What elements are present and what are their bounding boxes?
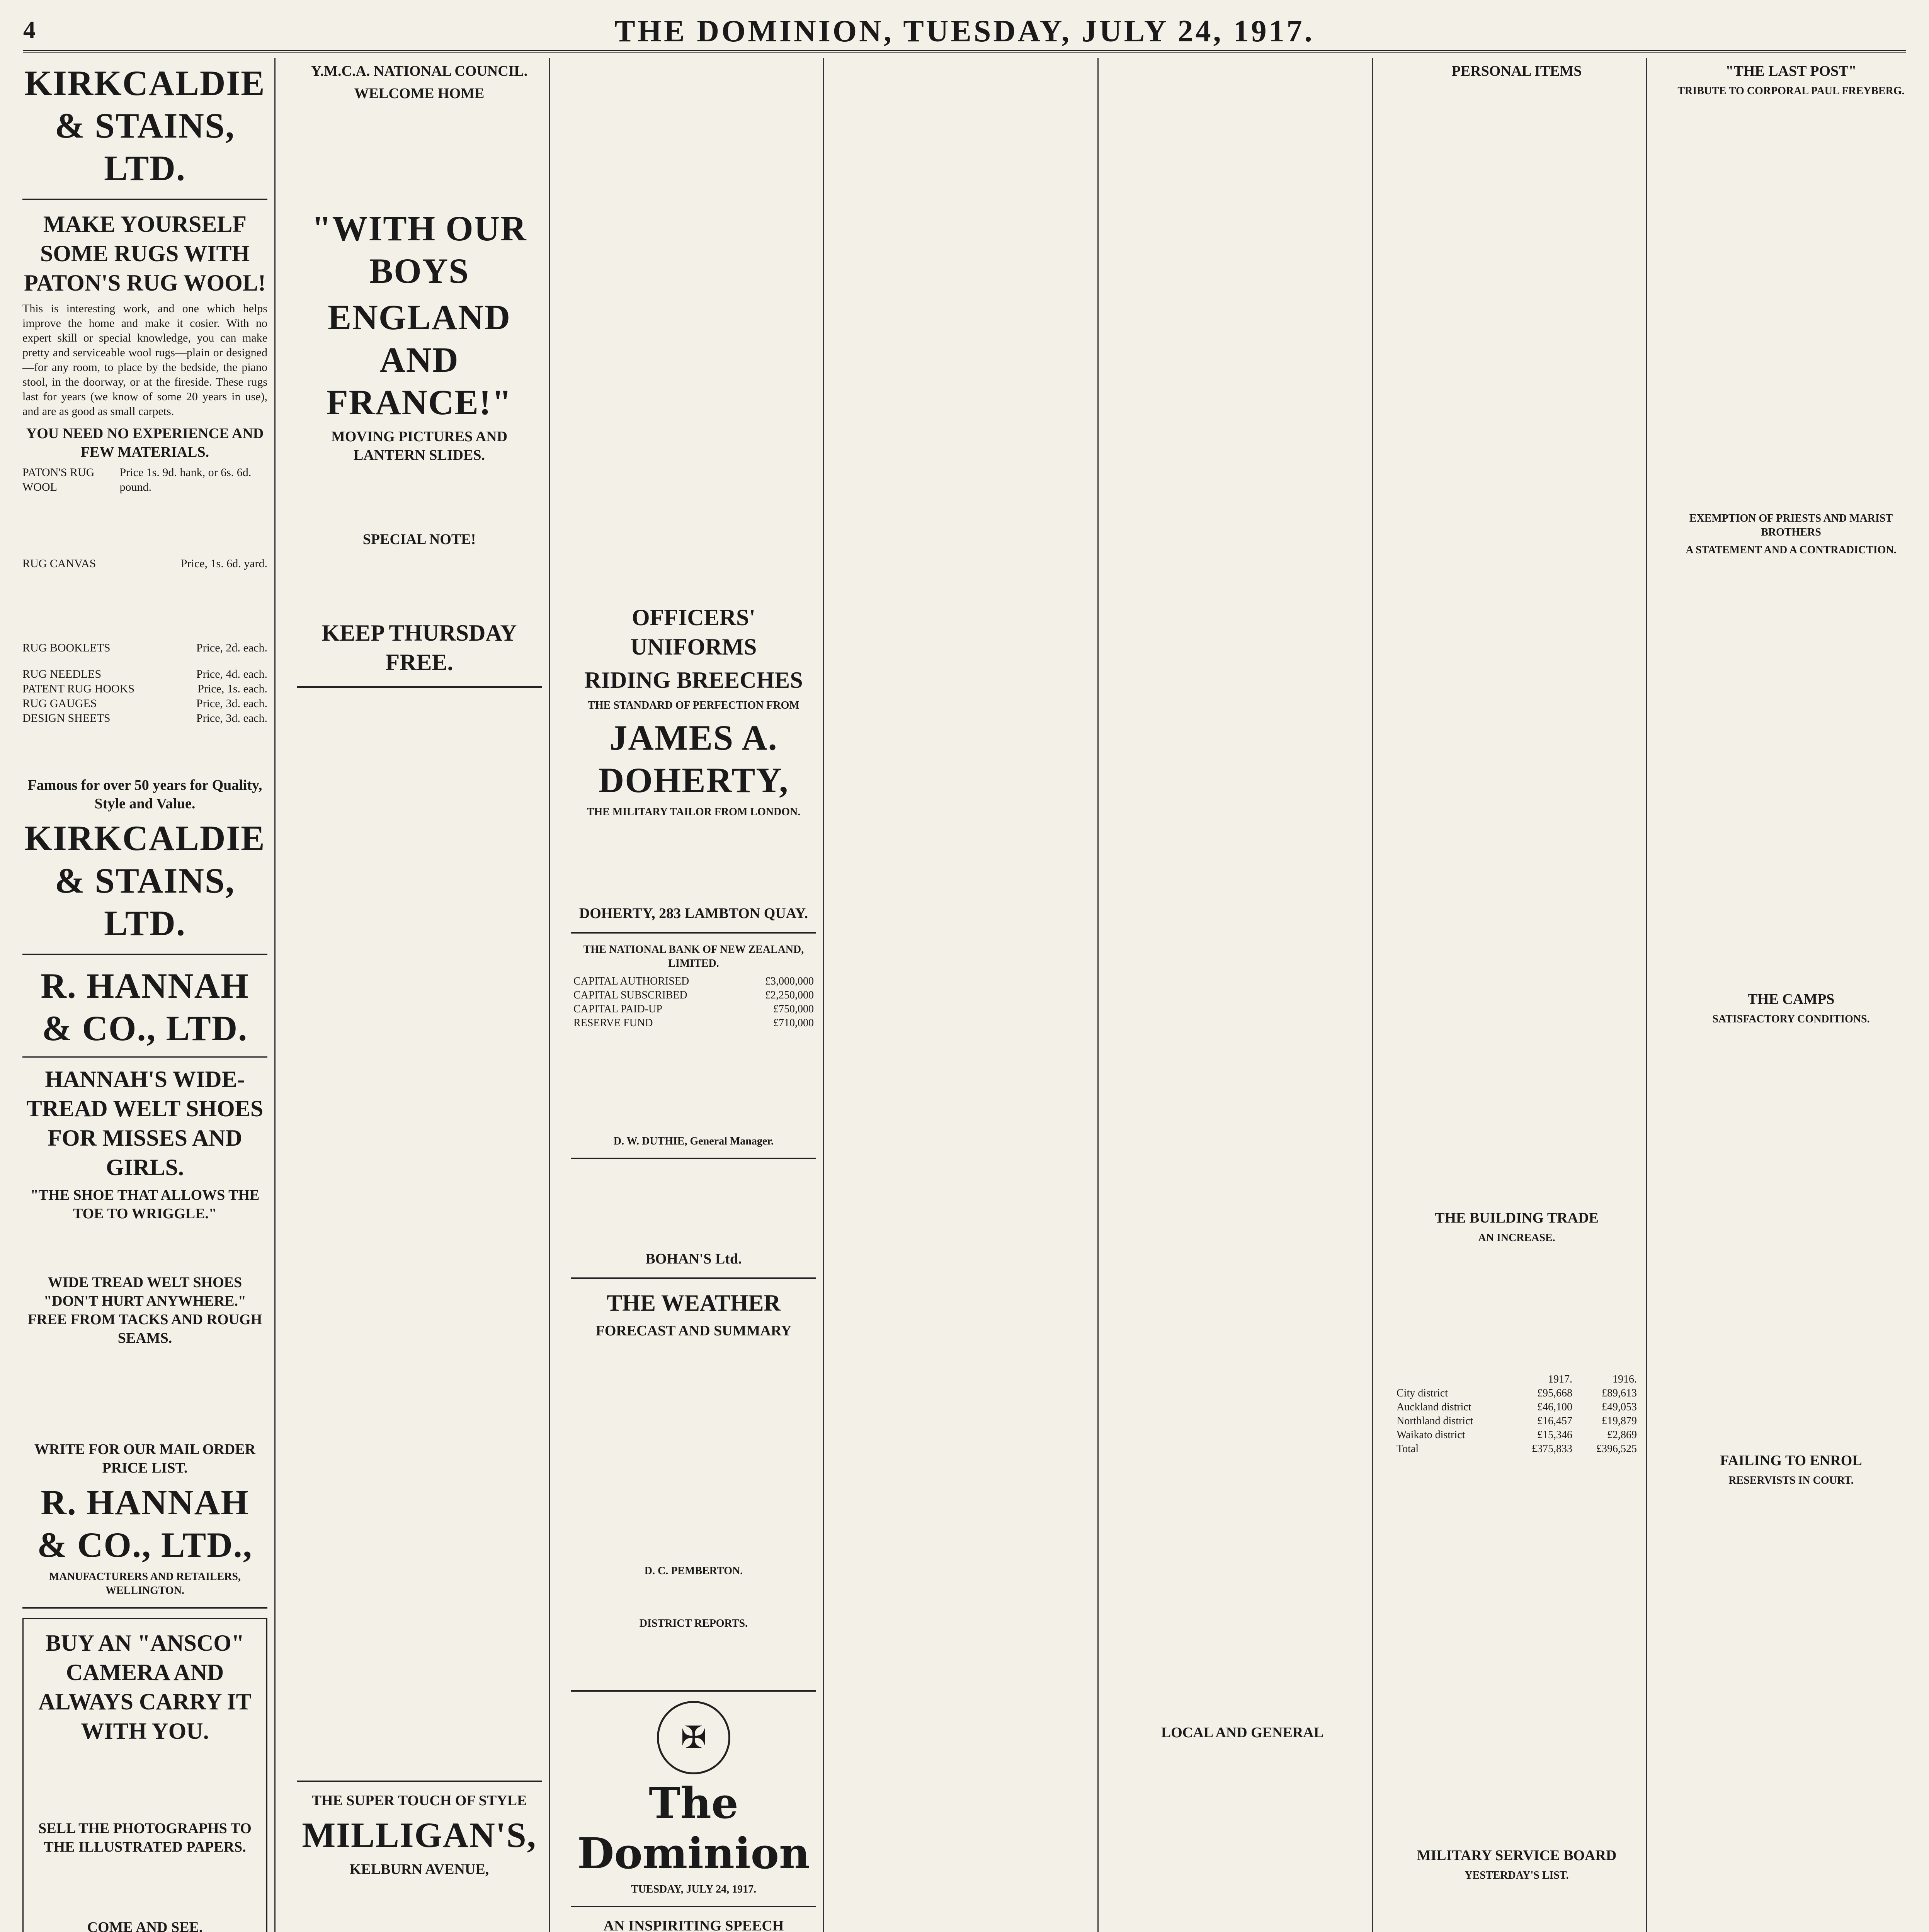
ad-line: WIDE TREAD WELT SHOES "DON'T HURT ANYWHERE." FREE FROM TACKS AND ROUGH SEAMS. (27, 1274, 262, 1346)
ad-line: MOVING PICTURES AND LANTERN SLIDES. (331, 429, 508, 463)
price-list (22, 465, 267, 726)
ad-brand: KIRKCALDIE & STAINS, LTD. (24, 818, 265, 943)
section-subheading: DISTRICT REPORTS. (639, 1617, 748, 1629)
byline: D. C. PEMBERTON. (644, 1565, 743, 1577)
price-row: RUG CANVAS Price, 1s. 6d. yard. (22, 557, 267, 570)
column-rule (549, 58, 550, 1932)
ad-brand: R. HANNAH & CO., LTD. (41, 966, 249, 1048)
column-rule (1097, 58, 1099, 1932)
ad-address: DOHERTY, 283 LAMBTON QUAY. (579, 905, 808, 922)
ad-order: WRITE FOR OUR MAIL ORDER PRICE LIST. (34, 1441, 256, 1476)
section-heading: FAILING TO ENROL (1720, 1452, 1862, 1469)
ad-headline: Y.M.C.A. NATIONAL COUNCIL. (311, 63, 528, 79)
column-rule (1372, 58, 1373, 1932)
section-heading: THE WEATHER (607, 1290, 781, 1316)
section-subheading: TRIBUTE TO CORPORAL PAUL FREYBERG. (1677, 85, 1905, 97)
column-rule (823, 58, 824, 1932)
section-heading: THE CAMPS (1747, 991, 1835, 1007)
building-table (1394, 1372, 1639, 1456)
table-row: Total £375,833 £396,525 (1397, 1443, 1637, 1455)
ad-brand: JAMES A. DOHERTY, (598, 718, 789, 800)
ad-address: KELBURN AVENUE, (349, 1861, 489, 1878)
column-rule (274, 58, 276, 1932)
bank-table (571, 975, 816, 1030)
table-row: CAPITAL AUTHORISED £3,000,000 (573, 975, 814, 987)
crest-icon: ✠ (657, 1701, 730, 1774)
column-3 (564, 58, 823, 1932)
section-heading: MILITARY SERVICE BOARD (1417, 1847, 1617, 1864)
section-subheading: A STATEMENT AND A CONTRADICTION. (1686, 544, 1897, 556)
ad-line: THE STANDARD OF PERFECTION FROM (588, 699, 799, 711)
section-subheading: YESTERDAY'S LIST. (1465, 1869, 1569, 1881)
ad-headline: KEEP THURSDAY FREE. (322, 620, 517, 675)
page-number: 4 (23, 16, 36, 43)
section-heading: EXEMPTION OF PRIESTS AND MARIST BROTHERS (1689, 512, 1893, 538)
ad-line: SPECIAL NOTE! (362, 531, 476, 548)
table-row: Waikato district £15,346 £2,869 (1397, 1429, 1637, 1441)
ad-headline: RIDING BREECHES (584, 667, 803, 693)
section-subheading: AN INCREASE. (1478, 1232, 1555, 1244)
section-heading: THE BUILDING TRADE (1435, 1210, 1599, 1226)
ad-brand: BOHAN'S Ltd. (645, 1251, 742, 1267)
article-headline: LOCAL AND GENERAL (1161, 1725, 1324, 1741)
column-7 (1662, 58, 1920, 1932)
ad-note: YOU NEED NO EXPERIENCE AND FEW MATERIALS. (26, 425, 264, 460)
price-row: RUG NEEDLES Price, 4d. each. (22, 668, 267, 680)
column-5 (1113, 58, 1372, 1932)
ad-footer: Famous for over 50 years for Quality, Style and Value. (27, 777, 262, 812)
ad-sub: MANUFACTURERS AND RETAILERS, WELLINGTON. (49, 1571, 241, 1597)
ad-brand: MILLIGAN'S, (302, 1815, 537, 1855)
newspaper-title: THE DOMINION, TUESDAY, JULY 24, 1917. (614, 14, 1315, 48)
ad-slogan: "THE SHOE THAT ALLOWS THE TOE TO WRIGGLE." (30, 1187, 260, 1222)
table-header: 1917. 1916. (1548, 1373, 1637, 1385)
ad-line: WELCOME HOME (354, 85, 485, 102)
bank-title: THE NATIONAL BANK OF NEW ZEALAND, LIMITED. (583, 944, 804, 969)
price-row: PATENT RUG HOOKS Price, 1s. each. (22, 682, 267, 695)
ad-headline: THE SUPER TOUCH OF STYLE (311, 1793, 527, 1809)
ad-headline: ENGLAND AND FRANCE!" (326, 298, 512, 422)
ad-headline: OFFICERS' UNIFORMS (630, 605, 757, 660)
price-row: PATON'S RUG WOOL Price 1s. 9d. hank, or 6s. 6d. pound. (22, 466, 252, 493)
masthead (23, 12, 1906, 53)
column-1 (15, 58, 274, 1932)
ad-headline: MAKE YOURSELF SOME RUGS WITH PATON'S RUG WOOL! (24, 211, 266, 296)
ad-headline: BUY AN "ANSCO" CAMERA AND ALWAYS CARRY IT WITH YOU. (38, 1630, 252, 1744)
ad-brand: KIRKCALDIE & STAINS, LTD. (24, 63, 265, 188)
ad-line: D. W. DUTHIE, General Manager. (613, 1135, 774, 1147)
article-headline: AN INSPIRITING SPEECH (603, 1918, 784, 1932)
ad-body: This is interesting work, and one which helps improve the home and make it cosier. With no expert skill or special knowledge, you can make pretty and serviceable wool rugs—plain or designed—for any room, to place by the bedside, the piano stool, in the doorway, or at the fireside. These rugs last for years (we know of some 20 years in use), and are as good as small carpets. (22, 302, 267, 418)
leader-column-body (297, 697, 542, 1771)
section-heading: PERSONAL ITEMS (1451, 63, 1582, 79)
section-subheading: SATISFACTORY CONDITIONS. (1712, 1013, 1870, 1025)
ad-line: THE MILITARY TAILOR FROM LONDON. (587, 806, 801, 818)
ad-line: SELL THE PHOTOGRAPHS TO THE ILLUSTRATED PAPERS. (38, 1820, 252, 1855)
column-4 (839, 58, 1097, 1932)
section-subheading: FORECAST AND SUMMARY (595, 1323, 792, 1339)
ad-headline: HANNAH'S WIDE-TREAD WELT SHOES FOR MISSES AND GIRLS. (26, 1066, 264, 1180)
table-row: CAPITAL SUBSCRIBED £2,250,000 (573, 989, 814, 1001)
issue-date: TUESDAY, JULY 24, 1917. (631, 1883, 757, 1895)
section-heading: "THE LAST POST" (1725, 63, 1857, 79)
ad-headline: "WITH OUR BOYS (311, 209, 527, 291)
price-row: RUG GAUGES Price, 3d. each. (22, 697, 267, 710)
ad-line: COME AND SEE. (87, 1919, 203, 1932)
table-row: Northland district £16,457 £19,879 (1397, 1415, 1637, 1427)
table-row: RESERVE FUND £710,000 (573, 1017, 814, 1029)
section-subheading: RESERVISTS IN COURT. (1728, 1475, 1854, 1486)
table-row: City district £95,668 £89,613 (1397, 1387, 1637, 1399)
table-row: CAPITAL PAID-UP £750,000 (573, 1003, 814, 1015)
column-rule (1646, 58, 1647, 1932)
column-2 (290, 58, 549, 1932)
price-row: DESIGN SHEETS Price, 3d. each. (22, 712, 267, 724)
price-row: RUG BOOKLETS Price, 2d. each. (22, 641, 267, 654)
column-6 (1387, 58, 1646, 1932)
ad-brand: R. HANNAH & CO., LTD., (37, 1483, 253, 1565)
table-row: Auckland district £46,100 £49,053 (1397, 1401, 1637, 1413)
newspaper-nameplate: The Dominion (577, 1778, 810, 1878)
